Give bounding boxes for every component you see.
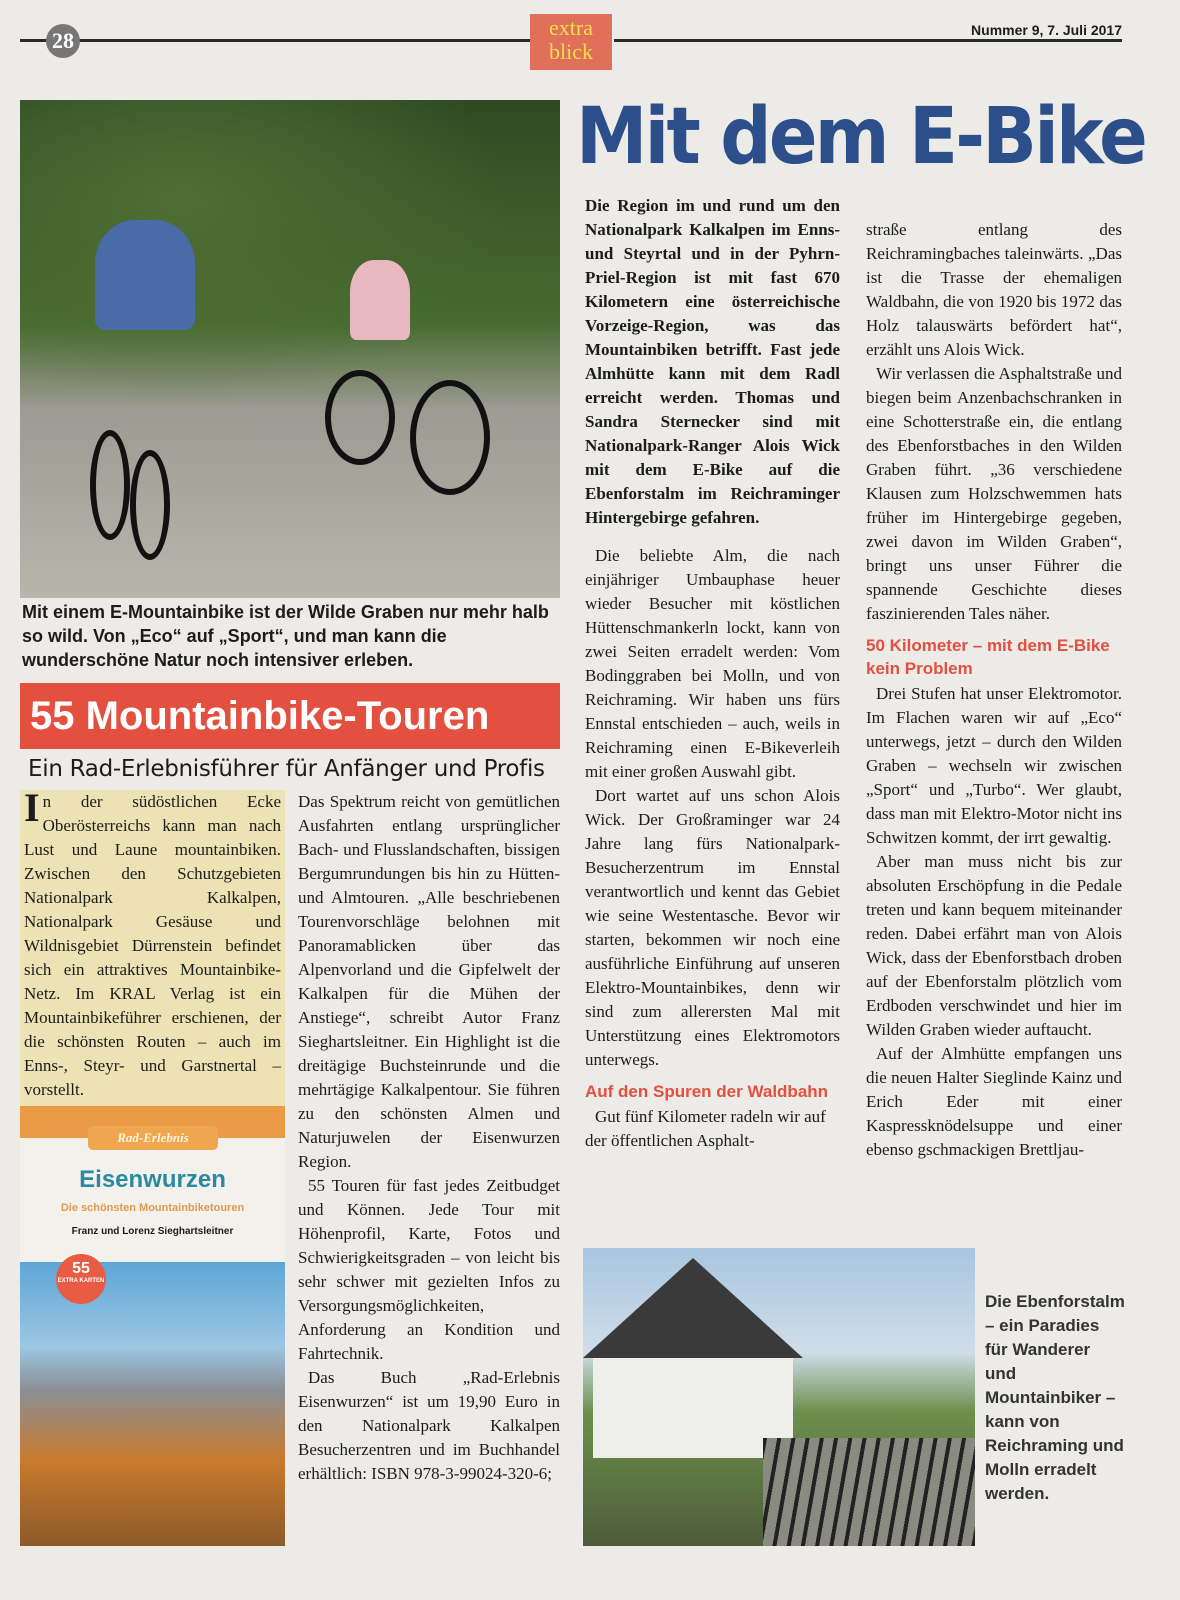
book-series: Rad-Erlebnis — [88, 1126, 218, 1150]
bike-wheel — [325, 370, 395, 465]
bike-wheel — [90, 430, 130, 540]
subheading: Auf den Spuren der Waldbahn — [585, 1082, 829, 1101]
rider-woman — [350, 260, 410, 340]
book-badge — [56, 1254, 106, 1304]
header-rule-left — [20, 39, 530, 42]
badge-number: 55 — [72, 1260, 90, 1277]
page-number: 28 — [46, 24, 80, 58]
cyclists-photo — [20, 100, 560, 598]
paragraph: 55 Touren für fast jedes Zeitbudget und Können. Jede Tour mit Höhenprofil, Karte, Fotos und Schwierigkeitsgraden – von leicht bis sehr schwer mit gezielten Infos zu Versorgungsmöglichkeiten, Anforderung an Kondition und Fahrtechnik. — [298, 1176, 560, 1363]
book-authors: Franz und Lorenz Sieghartsleitner — [71, 1226, 234, 1237]
photo-caption: Mit einem E-Mountainbike ist der Wilde Graben nur mehr halb so wild. Von „Eco“ auf „Sport“, und man kann die wunderschöne Natur noch intensiver erleben. — [22, 602, 549, 670]
article-column-1 — [585, 194, 840, 1244]
sidebar-banner: 55 Mountainbike-Touren — [20, 683, 560, 749]
article-column-2 — [866, 218, 1122, 1242]
subheading: 50 Kilometer – mit dem E-Bike kein Problem — [866, 636, 1110, 678]
logo-line1: extra — [549, 15, 593, 40]
badge-text: EXTRA KARTEN — [57, 1278, 105, 1284]
paragraph: Das Spektrum reicht von gemütlichen Ausfahrten entlang ursprünglicher Bach- und Flusslandschaften, bissigen Bergumrundungen bis hin zu Hütten- und Almtouren. „Alle beschriebenen Tourenvorschläge belohnen mit Panoramablicken über das Alpenvorland und die Gipfelwelt der Kalkalpen für die Mühen der Anstiege“, schreibt Autor Franz Sieghartsleitner. Ein Highlight ist die dreitägige Buchsteinrunde und die mehrtägige Kalkalpentour. Sie führen zu den schönsten Almen und Naturjuwelen der Eisenwurzen Region. — [298, 792, 560, 1171]
alm-hut-photo — [583, 1248, 975, 1546]
issue-date: Nummer 9, 7. Juli 2017 — [971, 22, 1122, 38]
paragraph: Das Buch „Rad-Erlebnis Eisenwurzen“ ist um 19,90 Euro in den Nationalpark Kalkalpen Besucherzentren und im Buchhandel erhältlich: ISBN 978-3-99024-320-6; — [298, 1368, 560, 1483]
logo-line2: blick — [549, 39, 593, 64]
logo — [530, 14, 612, 70]
paragraph: Auf der Almhütte empfangen uns die neuen Halter Sieglinde Kainz und Erich Eder mit einer Kaspressknödelsuppe und einer ebenso gschmackigen Brettljau- — [866, 1044, 1122, 1159]
article-headline: Mit dem E-Bike — [576, 92, 1146, 182]
hut-roof — [583, 1258, 803, 1358]
parked-bikes — [763, 1438, 975, 1546]
book-cover-photo — [20, 1262, 285, 1546]
paragraph: Gut fünf Kilometer radeln wir auf der öffentlichen Asphalt- — [585, 1107, 826, 1150]
bike-wheel — [130, 450, 170, 560]
paragraph: Drei Stufen hat unser Elektromotor. Im Flachen waren wir auf „Eco“ unterwegs, jetzt – durch den Wilden Graben – wechseln wir zwischen „Sport“ und „Turbo“. Wer glaubt, dass man mit Elektro-Motor nicht ins Schwitzen kommt, der irrt gewaltig. — [866, 684, 1122, 847]
photo-caption: Die Ebenforstalm – ein Paradies für Wanderer und Mountainbiker – kann von Reichraming und Molln erradelt werden. — [985, 1292, 1125, 1503]
sidebar-column-2 — [298, 790, 560, 1535]
book-title: Eisenwurzen — [79, 1166, 226, 1193]
paragraph: straße entlang des Reichramingbaches taleinwärts. „Das ist die Trasse der ehemaligen Waldbahn, die von 1920 bis 1972 das Holz talauswärts befördert hat“, erzählt uns Alois Wick. — [866, 220, 1122, 359]
paragraph: In der südöstlichen Ecke Oberösterreichs kann man nach Lust und Laune mountainbiken. Zwischen den Schutzgebieten Nationalpark Kalkalpen, Nationalpark Gesäuse und Wildnisgebiet Dürrenstein befindet sich ein attraktives Mountainbike-Netz. Im KRAL Verlag ist ein Mountainbikeführer erschienen, der die schönsten Routen – auch im Enns-, Steyr- und Garstnertal – vorstellt. — [24, 790, 281, 1099]
paragraph: Aber man muss nicht bis zur absoluten Erschöpfung in die Pedale treten und kann bequem miteinander reden. Dabei erfährt man von Alois Wick, dass der Ebenforstbach droben auf der Ebenforstalm plötzlich vom Erdboden verschwindet und hier im Wilden Graben wieder auftaucht. — [866, 852, 1122, 1039]
book-cover — [20, 1106, 285, 1546]
paragraph: Dort wartet auf uns schon Alois Wick. Der Großraminger war 24 Jahre lang fürs Nationalpark-Besucherzentrum im Ennstal verantwortlich und kennt das Gebiet wie seine Westentasche. Bevor wir starten, bekommen wir noch eine ausführliche Einführung auf unseren Elektro-Mountainbikes, denn wir sind zum allerersten Mal mit Unterstützung eines Elektromotors unterwegs. — [585, 786, 840, 1069]
rider-man — [95, 220, 195, 330]
paragraph: Wir verlassen die Asphaltstraße und biegen beim Anzenbachschranken in eine Schotterstraße ein, die entlang des Ebenforstbaches in den Wilden Graben führt. „36 verschiedene Klausen zum Holzschwemmen hats früher im Hintergebirge gegeben, zwei davon im Wilden Graben“, bringt uns unser Führer die spannende Geschichte dieses faszinierenden Tales näher. — [866, 364, 1122, 623]
article-lead: Die Region im und rund um den Nationalpark Kalkalpen im Enns- und Steyrtal und in der Pyhrn-Priel-Region ist mit fast 670 Kilometern eine österreichische Vorzeige-Region, was das Mountainbiken betrifft. Fast jede Almhütte kann mit dem Radl erreicht werden. Thomas und Sandra Sternecker sind mit Nationalpark-Ranger Alois Wick mit dem E-Bike auf die Ebenforstalm im Reichraminger Hintergebirge gefahren. — [585, 196, 840, 527]
header-rule-right — [614, 39, 1122, 42]
paragraph: Die beliebte Alm, die nach einjähriger Umbauphase heuer wieder Besucher mit köstlichen Hüttenschmankerln lockt, kann von zwei Seiten erradelt werden: Vom Bodinggraben bei Molln, und von Reichraming. Wir haben uns fürs Ennstal entschieden – auch, weils in Reichraming einen E-Bikeverleih mit einer großen Auswahl gibt. — [585, 546, 840, 781]
sidebar-column-1 — [20, 790, 285, 1108]
book-subtitle: Die schönsten Mountainbiketouren — [60, 1202, 245, 1214]
sidebar-subtitle: Ein Rad-Erlebnisführer für Anfänger und Profis — [28, 756, 545, 782]
bike-wheel — [410, 380, 490, 495]
